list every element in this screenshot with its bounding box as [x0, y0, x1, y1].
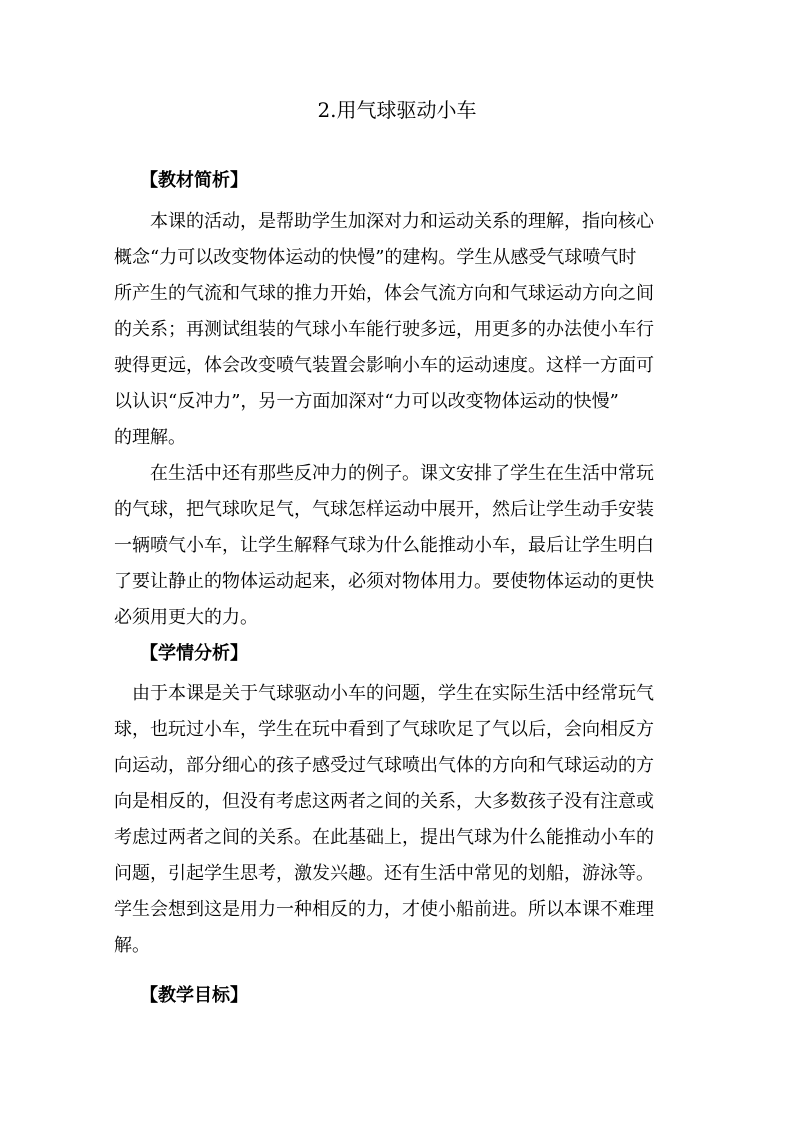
section-heading-textbook-analysis: 【教材简析】 — [140, 170, 248, 191]
section-heading-teaching-goals: 【教学目标】 — [140, 985, 248, 1006]
paragraph-line: 以认识“反冲力”，另一方面加深对“力可以改变物体运动的快慢” — [114, 391, 619, 412]
paragraph-line: 驶得更远，体会改变喷气装置会影响小车的运动速度。这样一方面可 — [114, 355, 654, 376]
paragraph-line: 必须用更大的力。 — [114, 607, 258, 628]
paragraph-line: 概念“力可以改变物体运动的快慢”的建构。学生从感受气球喷气时 — [114, 247, 637, 268]
paragraph-line: 的气球，把气球吹足气，气球怎样运动中展开，然后让学生动手安装 — [114, 499, 654, 520]
paragraph-line: 的理解。 — [114, 427, 186, 448]
paragraph-line: 所产生的气流和气球的推力开始，体会气流方向和气球运动方向之间 — [114, 283, 654, 304]
paragraph-line: 的关系；再测试组装的气球小车能行驶多远，用更多的办法使小车行 — [114, 319, 654, 340]
paragraph-line: 一辆喷气小车，让学生解释气球为什么能推动小车，最后让学生明白 — [114, 535, 654, 556]
paragraph-line: 向运动，部分细心的孩子感受过气球喷出气体的方向和气球运动的方 — [114, 755, 654, 776]
section-heading-student-analysis: 【学情分析】 — [140, 643, 248, 664]
paragraph-line: 本课的活动，是帮助学生加深对力和运动关系的理解，指向核心 — [150, 211, 654, 232]
paragraph-line: 球，也玩过小车，学生在玩中看到了气球吹足了气以后，会向相反方 — [114, 719, 654, 740]
paragraph-line: 考虑过两者之间的关系。在此基础上，提出气球为什么能推动小车的 — [114, 827, 654, 848]
paragraph-line: 由于本课是关于气球驱动小车的问题，学生在实际生活中经常玩气 — [132, 683, 654, 704]
paragraph-line: 向是相反的，但没有考虑这两者之间的关系，大多数孩子没有注意或 — [114, 791, 654, 812]
paragraph-line: 在生活中还有那些反冲力的例子。课文安排了学生在生活中常玩 — [150, 463, 654, 484]
paragraph-line: 了要让静止的物体运动起来，必须对物体用力。要使物体运动的更快 — [114, 571, 654, 592]
page-title: 2.用气球驱动小车 — [317, 98, 477, 122]
paragraph-line: 解。 — [114, 935, 150, 956]
paragraph-line: 问题，引起学生思考，激发兴趣。还有生活中常见的划船，游泳等。 — [114, 863, 654, 884]
paragraph-line: 学生会想到这是用力一种相反的力，才使小船前进。所以本课不难理 — [114, 899, 654, 920]
